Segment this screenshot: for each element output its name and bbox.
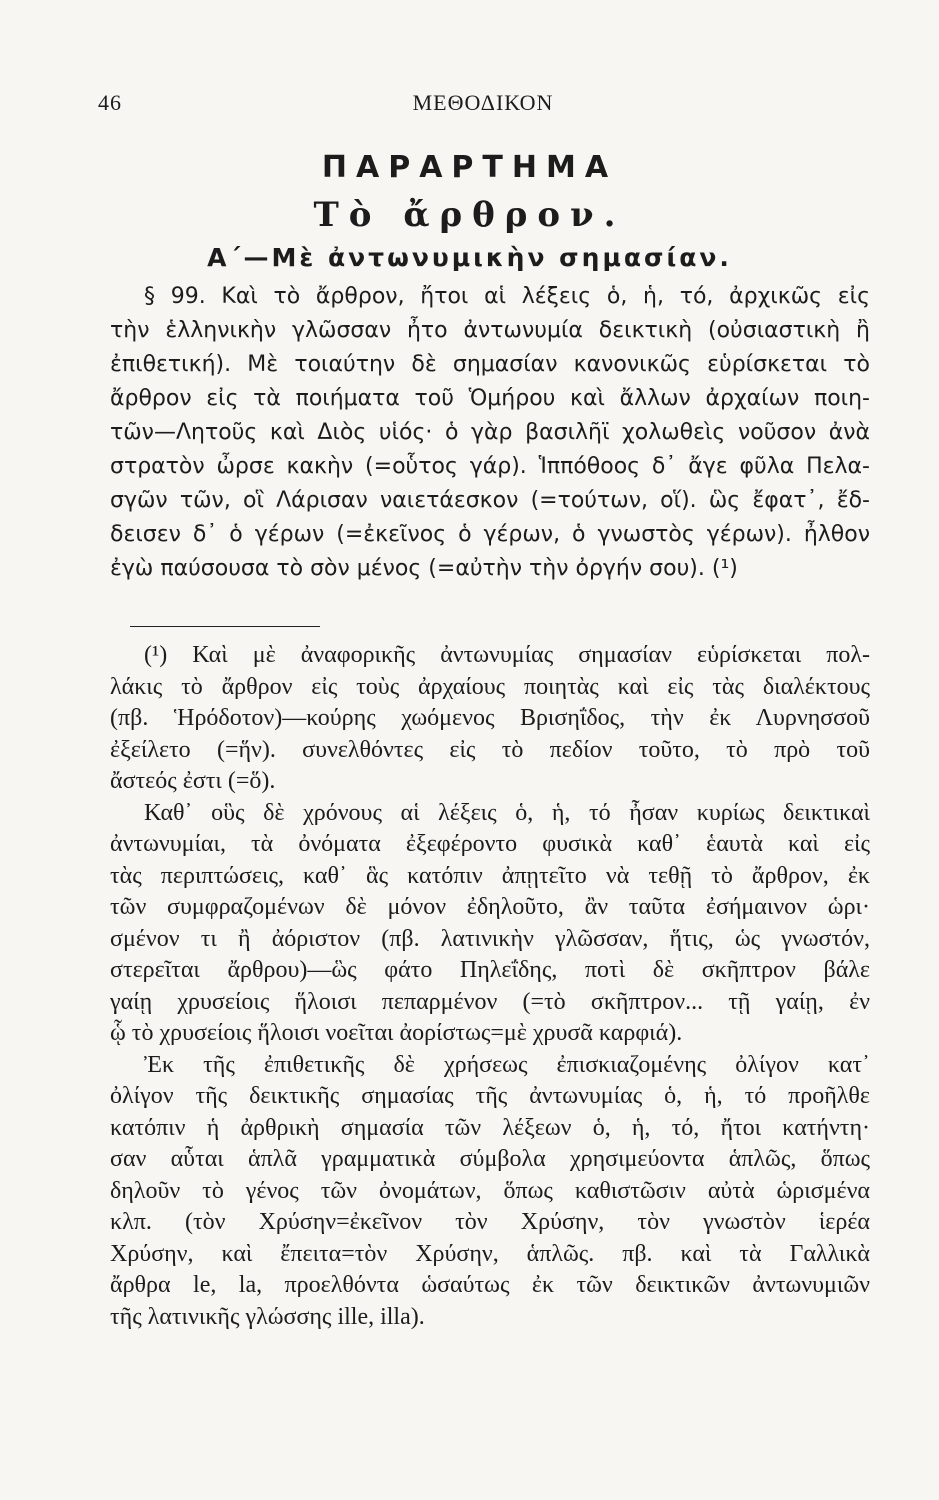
text-line: (¹) Καὶ μὲ ἀναφορικῆς ἀντωνυμίας σημασίαν εὑρίσκεται πολ- [144, 642, 870, 668]
text-line: ἐξείλετο (=ἥν). συνελθόντες εἰς τὸ πεδίον τοῦτο, τὸ πρὸ τοῦ [110, 736, 870, 763]
article-heading: Τὸ ἄρθρον. [313, 195, 626, 235]
text-line: γαίῃ χρυσείοις ἥλοισι πεπαρμένον (=τὸ σκῆπτρον... τῇ γαίῃ, ἐν [110, 988, 870, 1015]
text-line: ἀντωνυμίαι, τὰ ὀνόματα ἐξεφέροντο φυσικὰ καθ᾽ ἑαυτὰ καὶ εἰς [110, 831, 870, 857]
text-line: σμένον τι ἢ ἀόριστον (πβ. λατινικὴν γλῶσσαν, ἥτις, ὡς γνωστόν, [110, 925, 870, 952]
text-line: τῶν συμφραζομένων δὲ μόνον ἐδηλοῦτο, ἂν ταῦτα ἐσήμαινον ὡρι· [110, 894, 870, 920]
text-line: Καθ᾽ οὓς δὲ χρόνους αἱ λέξεις ὁ, ἡ, τό ἦσαν κυρίως δεικτικαὶ [144, 799, 870, 826]
footnote-divider [130, 626, 320, 627]
text-line: τῆς λατινικῆς γλώσσης ille, illa). [110, 1303, 425, 1330]
page-number: 46 [98, 90, 122, 115]
running-title: ΜΕΘΟΔΙΚΟΝ [412, 90, 554, 115]
text-line: Χρύσην, καὶ ἔπειτα=τὸν Χρύσην, ἁπλῶς. πβ. καὶ τὰ Γαλλικὰ [110, 1240, 870, 1267]
text-line: σγῶν τῶν, οἳ Λάρισαν ναιετάεσκον (=τούτων, οἵ). ὣς ἔφατ᾽, ἔδ- [110, 488, 870, 513]
text-line: κλπ. (τὸν Χρύσην=ἐκεῖνον τὸν Χρύσην, τὸν γνωστὸν ἱερέα [110, 1209, 870, 1235]
text-line: τὴν ἑλληνικὴν γλῶσσαν ἦτο ἀντωνυμία δεικτικὴ (οὐσιαστικὴ ἢ [110, 318, 870, 343]
footnote-and-continuation [110, 640, 870, 1333]
text-line: ἄρθρον εἰς τὰ ποιήματα τοῦ Ὁμήρου καὶ ἄλλων ἀρχαίων ποιη- [110, 386, 870, 411]
main-paragraph [110, 280, 870, 586]
text-line: τὰς περιπτώσεις, καθ᾽ ἃς κατόπιν ἀπῃτεῖτο νὰ τεθῇ τὸ ἄρθρον, ἐκ [110, 862, 870, 889]
text-line: στρατὸν ὦρσε κακὴν (=οὗτος γάρ). Ἱππόθοος δ᾽ ἄγε φῦλα Πελα- [110, 454, 870, 479]
text-line: § 99. Καὶ τὸ ἄρθρον, ἤτοι αἱ λέξεις ὁ, ἡ, τό, ἀρχικῶς εἰς [144, 284, 870, 309]
text-line: ἄστεός ἐστι (=ὅ). [110, 768, 276, 794]
page-header [98, 90, 868, 120]
text-line: Ἐκ τῆς ἐπιθετικῆς δὲ χρήσεως ἐπισκιαζομένης ὀλίγον κατ᾽ [144, 1051, 870, 1078]
text-line: δηλοῦν τὸ γένος τῶν ὀνομάτων, ὅπως καθιστῶσιν αὐτὰ ὡρισμένα [110, 1177, 870, 1204]
text-line: ᾧ τὸ χρυσείοις ἥλοισι νοεῖται ἀορίστως=μὲ χρυσᾶ καρφιά). [110, 1020, 683, 1046]
text-line: κατόπιν ἡ ἀρθρικὴ σημασία τῶν λέξεων ὁ, ἡ, τό, ἤτοι κατήντη· [110, 1114, 870, 1141]
appendix-heading: ΠΑΡΑΡΤΗΜΑ [321, 150, 618, 185]
text-line: δεισεν δ᾽ ὁ γέρων (=ἐκεῖνος ὁ γέρων, ὁ γνωστὸς γέρων). ἦλθον [110, 522, 870, 547]
section-heading: Α΄—Μὲ ἀντωνυμικὴν σημασίαν. [207, 243, 732, 272]
text-line: στερεῖται ἄρθρου)—ὣς φάτο Πηλεΐδης, ποτὶ δὲ σκῆπτρον βάλε [110, 957, 870, 983]
text-line: ἐγὼ παύσουσα τὸ σὸν μένος (=αὐτὴν τὴν ὀργήν σου). (¹) [110, 556, 738, 581]
text-line: λάκις τὸ ἄρθρον εἰς τοὺς ἀρχαίους ποιητὰς καὶ εἰς τὰς διαλέκτους [110, 673, 870, 700]
text-line: ὀλίγον τῆς δεικτικῆς σημασίας τῆς ἀντωνυμίας ὁ, ἡ, τό προῆλθε [110, 1083, 870, 1109]
text-line: (πβ. Ἡρόδοτον)—κούρης χωόμενος Βρισηΐδος, τὴν ἐκ Λυρνησσοῦ [110, 705, 870, 731]
text-line: ἄρθρα le, la, προελθόντα ὡσαύτως ἐκ τῶν δεικτικῶν ἀντωνυμιῶν [110, 1272, 870, 1298]
text-line: ἐπιθετική). Μὲ τοιαύτην δὲ σημασίαν κανονικῶς εὑρίσκεται τὸ [110, 352, 870, 377]
text-line: τῶν—Λητοῦς καὶ Διὸς υἱός· ὁ γὰρ βασιλῆϊ χολωθεὶς νοῦσον ἀνὰ [110, 420, 870, 445]
text-line: σαν αὗται ἁπλᾶ γραμματικὰ σύμβολα χρησιμεύοντα ἁπλῶς, ὅπως [110, 1146, 870, 1172]
